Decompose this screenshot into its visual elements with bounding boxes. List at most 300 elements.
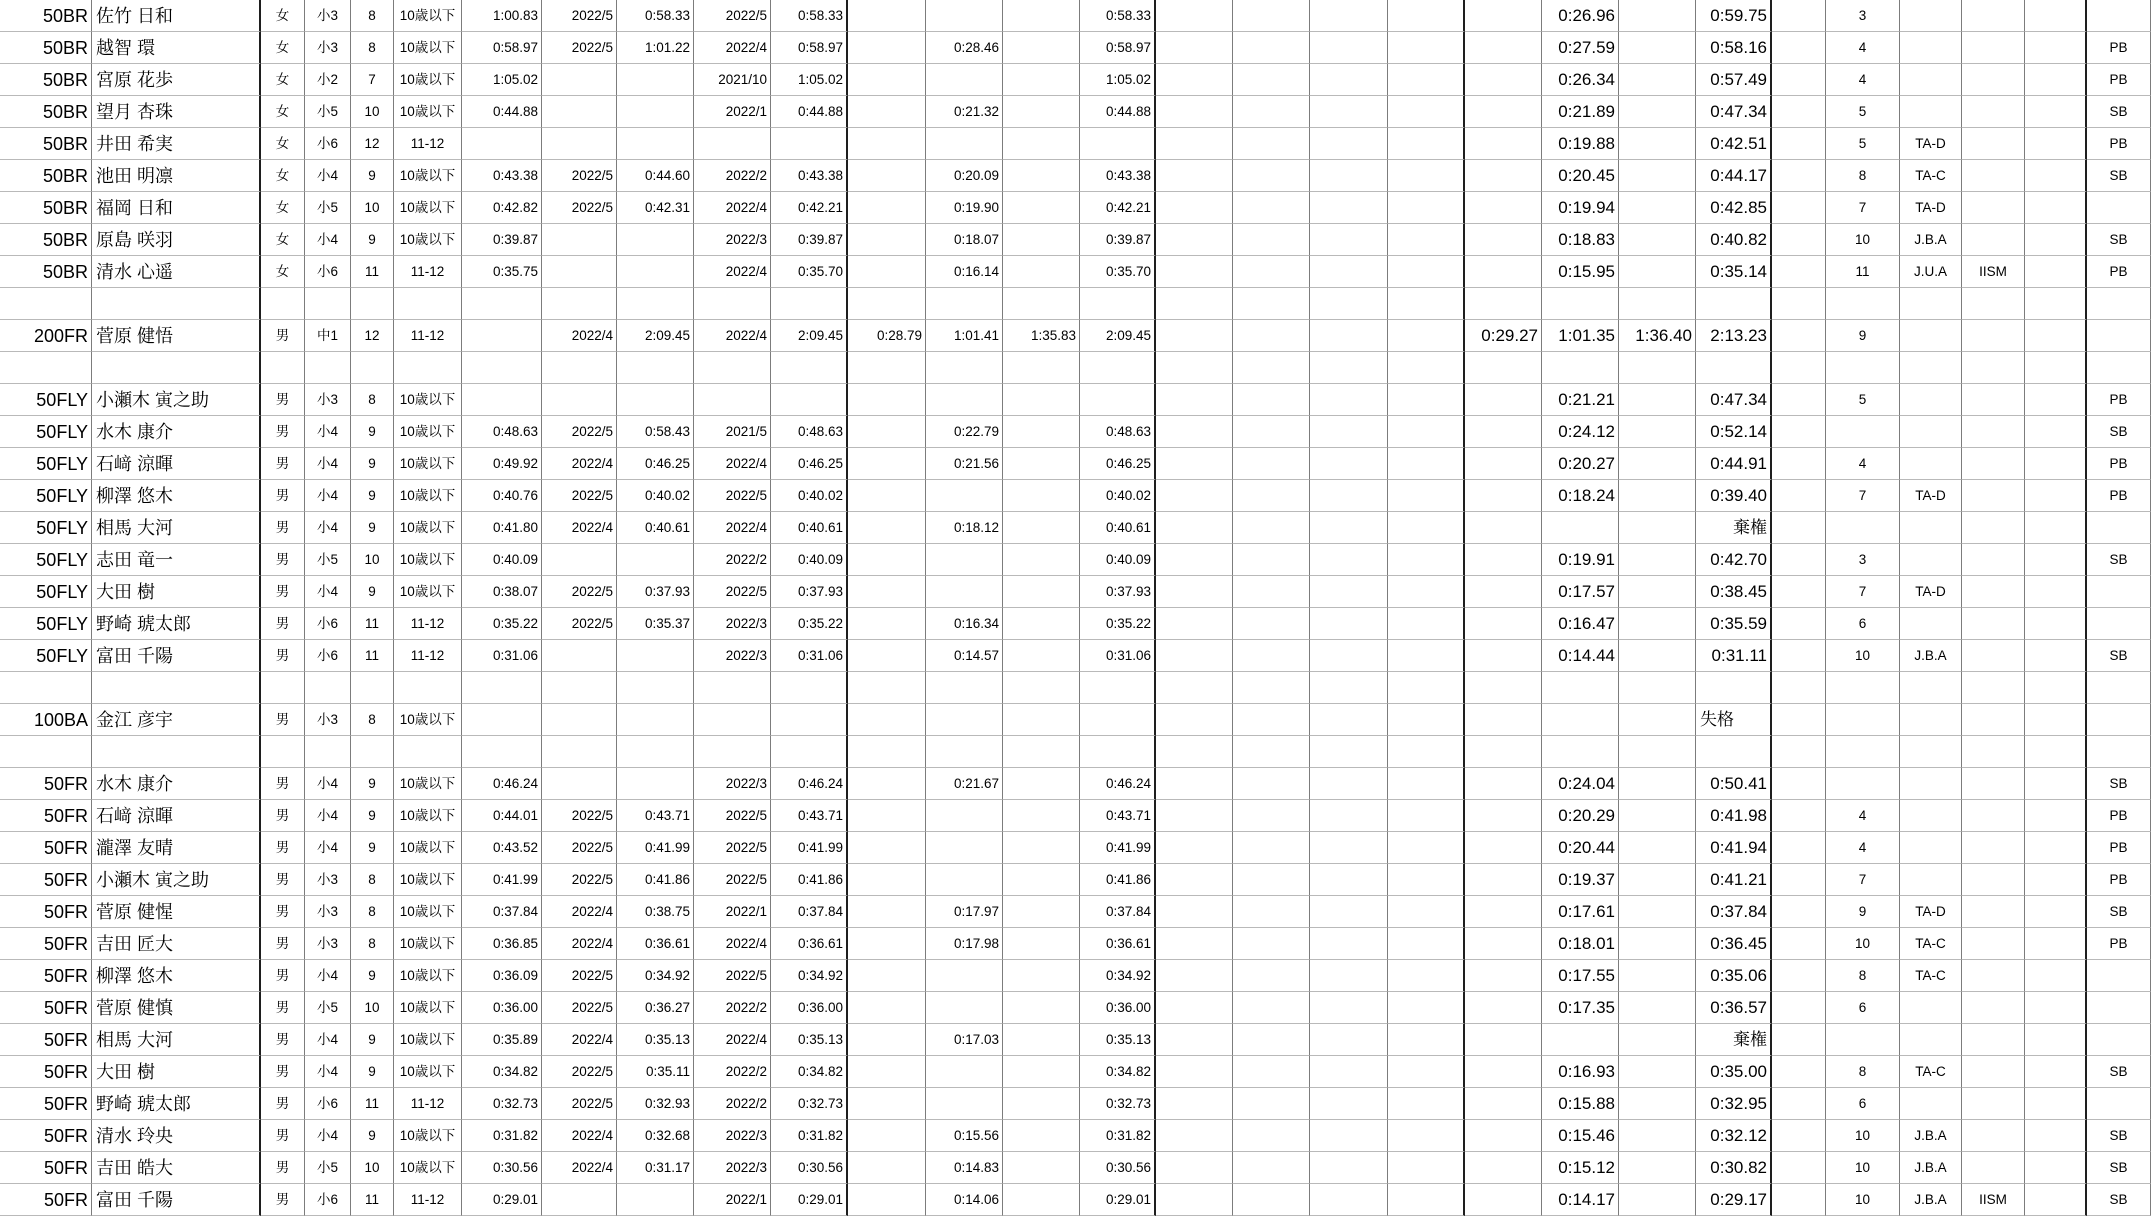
cell-grade[interactable]: 小4	[305, 480, 351, 512]
cell-empty[interactable]	[1233, 832, 1310, 864]
cell-sex[interactable]: 女	[261, 96, 305, 128]
cell-race-split-2[interactable]: 0:26.96	[1542, 0, 1619, 32]
cell-age-group[interactable]: 11-12	[394, 320, 462, 352]
cell-split-1[interactable]	[848, 224, 926, 256]
cell-split-2[interactable]: 0:16.34	[926, 608, 1003, 640]
cell-race-split-1[interactable]	[1465, 256, 1542, 288]
cell-empty[interactable]	[1310, 704, 1388, 736]
cell-standard[interactable]	[1962, 1024, 2025, 1056]
cell-best-time[interactable]: 0:39.87	[1080, 224, 1156, 256]
cell-age-group[interactable]: 10歳以下	[394, 896, 462, 928]
cell-race-split-3[interactable]	[1619, 800, 1696, 832]
cell-sex[interactable]: 男	[261, 800, 305, 832]
cell-name[interactable]: 志田 竜一	[92, 544, 261, 576]
cell-time-1[interactable]: 0:44.60	[617, 160, 694, 192]
cell-age[interactable]: 11	[351, 1184, 394, 1216]
cell-split-3[interactable]	[1003, 864, 1080, 896]
cell-race-split-3[interactable]	[1619, 1088, 1696, 1120]
cell-time-1[interactable]: 0:46.25	[617, 448, 694, 480]
cell-grade[interactable]: 小4	[305, 224, 351, 256]
cell-empty[interactable]	[1156, 64, 1233, 96]
cell-result[interactable]: 0:42.51	[1696, 128, 1772, 160]
cell-age[interactable]: 10	[351, 544, 394, 576]
cell-time-2[interactable]	[771, 704, 848, 736]
cell-empty[interactable]	[2025, 864, 2087, 896]
cell-race-split-2[interactable]: 0:21.89	[1542, 96, 1619, 128]
cell-time-2[interactable]	[771, 384, 848, 416]
cell-empty[interactable]	[1233, 1184, 1310, 1216]
cell-time-1[interactable]	[617, 256, 694, 288]
cell-entry-time[interactable]	[462, 352, 542, 384]
cell-empty[interactable]	[1388, 832, 1465, 864]
cell-level[interactable]: TA-D	[1900, 480, 1962, 512]
cell-split-1[interactable]	[848, 544, 926, 576]
cell-empty[interactable]	[1310, 480, 1388, 512]
cell-date-2[interactable]: 2022/5	[694, 832, 771, 864]
cell-empty[interactable]	[1772, 800, 1826, 832]
cell-split-2[interactable]: 0:20.09	[926, 160, 1003, 192]
cell-split-3[interactable]	[1003, 800, 1080, 832]
cell-date-1[interactable]	[542, 256, 617, 288]
cell-standard[interactable]	[1962, 32, 2025, 64]
cell-date-2[interactable]: 2022/3	[694, 640, 771, 672]
cell-grade[interactable]: 小4	[305, 800, 351, 832]
cell-age[interactable]: 9	[351, 1056, 394, 1088]
cell-grade[interactable]: 小4	[305, 1120, 351, 1152]
cell-standard[interactable]	[1962, 1056, 2025, 1088]
cell-race-split-3[interactable]	[1619, 928, 1696, 960]
cell-result[interactable]: 2:13.23	[1696, 320, 1772, 352]
cell-entry-time[interactable]: 0:37.84	[462, 896, 542, 928]
cell-sex[interactable]: 男	[261, 864, 305, 896]
cell-empty[interactable]	[1156, 1056, 1233, 1088]
cell-split-1[interactable]	[848, 672, 926, 704]
cell-mark[interactable]: PB	[2087, 64, 2151, 96]
cell-age[interactable]: 9	[351, 448, 394, 480]
cell-empty[interactable]	[1156, 832, 1233, 864]
cell-best-time[interactable]: 0:31.82	[1080, 1120, 1156, 1152]
cell-entry-time[interactable]: 0:31.82	[462, 1120, 542, 1152]
cell-sex[interactable]: 女	[261, 224, 305, 256]
cell-empty[interactable]	[1233, 480, 1310, 512]
cell-event[interactable]: 50FR	[0, 1120, 92, 1152]
cell-sex[interactable]	[261, 736, 305, 768]
cell-empty[interactable]	[1156, 672, 1233, 704]
cell-level[interactable]	[1900, 0, 1962, 32]
cell-event[interactable]: 50FLY	[0, 640, 92, 672]
cell-empty[interactable]	[1156, 480, 1233, 512]
cell-rank[interactable]: 10	[1826, 928, 1900, 960]
cell-time-1[interactable]: 0:41.86	[617, 864, 694, 896]
cell-time-2[interactable]: 0:34.82	[771, 1056, 848, 1088]
cell-empty[interactable]	[1233, 576, 1310, 608]
cell-empty[interactable]	[1156, 224, 1233, 256]
cell-time-1[interactable]	[617, 768, 694, 800]
cell-standard[interactable]	[1962, 704, 2025, 736]
cell-split-2[interactable]	[926, 384, 1003, 416]
cell-split-3[interactable]	[1003, 352, 1080, 384]
cell-time-2[interactable]: 0:41.86	[771, 864, 848, 896]
cell-split-3[interactable]	[1003, 192, 1080, 224]
cell-empty[interactable]	[1310, 1088, 1388, 1120]
cell-rank[interactable]: 8	[1826, 1056, 1900, 1088]
cell-level[interactable]	[1900, 608, 1962, 640]
cell-split-2[interactable]	[926, 64, 1003, 96]
cell-empty[interactable]	[1310, 864, 1388, 896]
cell-level[interactable]	[1900, 992, 1962, 1024]
cell-race-split-1[interactable]	[1465, 800, 1542, 832]
cell-empty[interactable]	[1156, 160, 1233, 192]
cell-split-3[interactable]	[1003, 32, 1080, 64]
cell-grade[interactable]: 小6	[305, 1184, 351, 1216]
cell-split-2[interactable]	[926, 0, 1003, 32]
cell-empty[interactable]	[1233, 384, 1310, 416]
cell-result[interactable]	[1696, 736, 1772, 768]
cell-date-2[interactable]	[694, 352, 771, 384]
cell-result[interactable]: 0:41.94	[1696, 832, 1772, 864]
cell-name[interactable]: 水木 康介	[92, 416, 261, 448]
cell-date-2[interactable]: 2022/4	[694, 448, 771, 480]
cell-level[interactable]	[1900, 320, 1962, 352]
cell-race-split-1[interactable]	[1465, 672, 1542, 704]
cell-event[interactable]: 50FR	[0, 1056, 92, 1088]
cell-split-3[interactable]	[1003, 448, 1080, 480]
cell-time-2[interactable]: 0:43.38	[771, 160, 848, 192]
cell-race-split-2[interactable]	[1542, 704, 1619, 736]
cell-level[interactable]	[1900, 864, 1962, 896]
cell-level[interactable]: TA-C	[1900, 160, 1962, 192]
cell-split-2[interactable]: 0:21.56	[926, 448, 1003, 480]
cell-standard[interactable]	[1962, 288, 2025, 320]
cell-split-1[interactable]	[848, 32, 926, 64]
cell-date-2[interactable]	[694, 704, 771, 736]
cell-split-1[interactable]	[848, 448, 926, 480]
cell-name[interactable]: 石﨑 涼暉	[92, 448, 261, 480]
cell-event[interactable]: 50FR	[0, 1184, 92, 1216]
cell-empty[interactable]	[2025, 896, 2087, 928]
cell-result[interactable]	[1696, 672, 1772, 704]
cell-rank[interactable]: 6	[1826, 992, 1900, 1024]
cell-empty[interactable]	[1156, 1120, 1233, 1152]
cell-age[interactable]: 8	[351, 928, 394, 960]
cell-rank[interactable]	[1826, 1024, 1900, 1056]
cell-race-split-3[interactable]	[1619, 544, 1696, 576]
cell-empty[interactable]	[1388, 864, 1465, 896]
cell-empty[interactable]	[1233, 192, 1310, 224]
cell-empty[interactable]	[2025, 96, 2087, 128]
cell-empty[interactable]	[2025, 128, 2087, 160]
cell-empty[interactable]	[2025, 640, 2087, 672]
cell-sex[interactable]: 男	[261, 1152, 305, 1184]
cell-race-split-2[interactable]: 0:15.12	[1542, 1152, 1619, 1184]
cell-age[interactable]	[351, 288, 394, 320]
cell-age[interactable]: 8	[351, 704, 394, 736]
cell-result[interactable]: 0:35.59	[1696, 608, 1772, 640]
cell-empty[interactable]	[1233, 0, 1310, 32]
cell-age[interactable]: 11	[351, 1088, 394, 1120]
cell-result[interactable]: 0:32.95	[1696, 1088, 1772, 1120]
cell-empty[interactable]	[1310, 32, 1388, 64]
cell-time-2[interactable]	[771, 672, 848, 704]
cell-level[interactable]	[1900, 32, 1962, 64]
cell-empty[interactable]	[1310, 768, 1388, 800]
cell-empty[interactable]	[1310, 992, 1388, 1024]
cell-empty[interactable]	[1233, 768, 1310, 800]
cell-empty[interactable]	[2025, 320, 2087, 352]
cell-empty[interactable]	[1772, 640, 1826, 672]
cell-race-split-1[interactable]	[1465, 1088, 1542, 1120]
cell-date-1[interactable]	[542, 384, 617, 416]
cell-time-1[interactable]	[617, 96, 694, 128]
cell-empty[interactable]	[1388, 384, 1465, 416]
cell-standard[interactable]	[1962, 320, 2025, 352]
cell-age[interactable]: 11	[351, 256, 394, 288]
cell-age-group[interactable]: 10歳以下	[394, 768, 462, 800]
cell-event[interactable]: 50FR	[0, 992, 92, 1024]
cell-race-split-1[interactable]	[1465, 64, 1542, 96]
cell-best-time[interactable]: 0:29.01	[1080, 1184, 1156, 1216]
cell-result[interactable]: 0:39.40	[1696, 480, 1772, 512]
cell-result[interactable]: 0:50.41	[1696, 768, 1772, 800]
cell-race-split-2[interactable]: 0:17.57	[1542, 576, 1619, 608]
cell-best-time[interactable]	[1080, 704, 1156, 736]
cell-split-1[interactable]	[848, 800, 926, 832]
cell-mark[interactable]	[2087, 576, 2151, 608]
cell-time-1[interactable]: 0:35.11	[617, 1056, 694, 1088]
cell-date-2[interactable]: 2021/5	[694, 416, 771, 448]
cell-best-time[interactable]: 0:36.00	[1080, 992, 1156, 1024]
cell-time-2[interactable]: 0:42.21	[771, 192, 848, 224]
cell-result[interactable]: 0:44.91	[1696, 448, 1772, 480]
cell-result[interactable]: 0:32.12	[1696, 1120, 1772, 1152]
cell-time-2[interactable]: 0:35.70	[771, 256, 848, 288]
cell-date-1[interactable]: 2022/4	[542, 448, 617, 480]
cell-race-split-3[interactable]	[1619, 832, 1696, 864]
cell-entry-time[interactable]: 1:05.02	[462, 64, 542, 96]
cell-split-2[interactable]	[926, 288, 1003, 320]
cell-empty[interactable]	[1156, 192, 1233, 224]
cell-empty[interactable]	[1388, 352, 1465, 384]
cell-split-3[interactable]	[1003, 288, 1080, 320]
cell-best-time[interactable]: 0:43.38	[1080, 160, 1156, 192]
cell-split-3[interactable]	[1003, 384, 1080, 416]
cell-result[interactable]: 失格	[1696, 704, 1772, 736]
cell-empty[interactable]	[1310, 224, 1388, 256]
cell-result[interactable]: 0:41.98	[1696, 800, 1772, 832]
cell-split-2[interactable]	[926, 128, 1003, 160]
cell-age-group[interactable]: 10歳以下	[394, 64, 462, 96]
cell-empty[interactable]	[1156, 992, 1233, 1024]
cell-split-2[interactable]	[926, 864, 1003, 896]
cell-entry-time[interactable]: 0:36.09	[462, 960, 542, 992]
cell-empty[interactable]	[2025, 160, 2087, 192]
cell-race-split-1[interactable]	[1465, 1024, 1542, 1056]
cell-empty[interactable]	[1233, 1152, 1310, 1184]
cell-sex[interactable]: 女	[261, 128, 305, 160]
cell-time-1[interactable]: 0:36.27	[617, 992, 694, 1024]
cell-name[interactable]: 瀧澤 友晴	[92, 832, 261, 864]
cell-level[interactable]: TA-D	[1900, 896, 1962, 928]
cell-race-split-3[interactable]	[1619, 1152, 1696, 1184]
cell-empty[interactable]	[1772, 896, 1826, 928]
cell-age-group[interactable]: 10歳以下	[394, 192, 462, 224]
cell-standard[interactable]	[1962, 416, 2025, 448]
cell-rank[interactable]: 10	[1826, 1184, 1900, 1216]
cell-name[interactable]: 富田 千陽	[92, 640, 261, 672]
cell-race-split-2[interactable]: 0:15.95	[1542, 256, 1619, 288]
cell-best-time[interactable]: 0:37.93	[1080, 576, 1156, 608]
cell-empty[interactable]	[1310, 448, 1388, 480]
cell-entry-time[interactable]: 0:29.01	[462, 1184, 542, 1216]
cell-split-1[interactable]	[848, 416, 926, 448]
cell-result[interactable]: 0:41.21	[1696, 864, 1772, 896]
cell-empty[interactable]	[1388, 768, 1465, 800]
cell-event[interactable]: 50BR	[0, 64, 92, 96]
cell-time-1[interactable]	[617, 1184, 694, 1216]
cell-standard[interactable]	[1962, 736, 2025, 768]
cell-empty[interactable]	[1310, 512, 1388, 544]
cell-rank[interactable]: 3	[1826, 0, 1900, 32]
cell-time-1[interactable]: 1:01.22	[617, 32, 694, 64]
cell-date-1[interactable]: 2022/5	[542, 960, 617, 992]
cell-mark[interactable]: SB	[2087, 896, 2151, 928]
cell-sex[interactable]: 男	[261, 448, 305, 480]
cell-race-split-3[interactable]	[1619, 640, 1696, 672]
cell-split-2[interactable]: 0:21.67	[926, 768, 1003, 800]
cell-time-2[interactable]: 0:39.87	[771, 224, 848, 256]
cell-sex[interactable]: 女	[261, 192, 305, 224]
cell-split-3[interactable]	[1003, 128, 1080, 160]
cell-time-2[interactable]: 0:29.01	[771, 1184, 848, 1216]
cell-split-2[interactable]	[926, 576, 1003, 608]
cell-name[interactable]: 菅原 健惺	[92, 896, 261, 928]
cell-split-2[interactable]: 0:21.32	[926, 96, 1003, 128]
cell-rank[interactable]	[1826, 672, 1900, 704]
cell-age-group[interactable]: 10歳以下	[394, 800, 462, 832]
cell-race-split-2[interactable]	[1542, 736, 1619, 768]
cell-entry-time[interactable]: 0:35.89	[462, 1024, 542, 1056]
cell-rank[interactable]: 8	[1826, 160, 1900, 192]
cell-race-split-1[interactable]	[1465, 160, 1542, 192]
cell-entry-time[interactable]: 1:00.83	[462, 0, 542, 32]
cell-race-split-2[interactable]	[1542, 352, 1619, 384]
cell-race-split-2[interactable]: 0:19.37	[1542, 864, 1619, 896]
cell-result[interactable]: 0:35.00	[1696, 1056, 1772, 1088]
cell-time-1[interactable]	[617, 544, 694, 576]
cell-split-3[interactable]	[1003, 224, 1080, 256]
cell-empty[interactable]	[1310, 1056, 1388, 1088]
cell-date-1[interactable]: 2022/5	[542, 864, 617, 896]
cell-race-split-1[interactable]	[1465, 32, 1542, 64]
cell-split-1[interactable]	[848, 192, 926, 224]
cell-split-3[interactable]	[1003, 928, 1080, 960]
cell-empty[interactable]	[1310, 64, 1388, 96]
cell-mark[interactable]	[2087, 672, 2151, 704]
cell-split-3[interactable]: 1:35.83	[1003, 320, 1080, 352]
cell-time-1[interactable]	[617, 384, 694, 416]
cell-race-split-2[interactable]: 0:15.46	[1542, 1120, 1619, 1152]
cell-date-2[interactable]: 2022/4	[694, 512, 771, 544]
cell-entry-time[interactable]: 0:32.73	[462, 1088, 542, 1120]
cell-date-2[interactable]: 2022/4	[694, 928, 771, 960]
cell-empty[interactable]	[1310, 352, 1388, 384]
cell-level[interactable]: TA-C	[1900, 928, 1962, 960]
cell-time-2[interactable]: 0:32.73	[771, 1088, 848, 1120]
cell-empty[interactable]	[1388, 704, 1465, 736]
cell-entry-time[interactable]: 0:36.00	[462, 992, 542, 1024]
cell-race-split-2[interactable]: 0:15.88	[1542, 1088, 1619, 1120]
cell-time-1[interactable]: 0:35.37	[617, 608, 694, 640]
cell-result[interactable]: 0:40.82	[1696, 224, 1772, 256]
cell-race-split-1[interactable]	[1465, 0, 1542, 32]
cell-standard[interactable]	[1962, 224, 2025, 256]
cell-level[interactable]	[1900, 672, 1962, 704]
cell-time-1[interactable]: 0:32.68	[617, 1120, 694, 1152]
cell-split-1[interactable]	[848, 64, 926, 96]
cell-time-2[interactable]	[771, 352, 848, 384]
cell-sex[interactable]: 男	[261, 992, 305, 1024]
cell-empty[interactable]	[1388, 992, 1465, 1024]
cell-sex[interactable]: 男	[261, 576, 305, 608]
cell-time-2[interactable]: 0:34.92	[771, 960, 848, 992]
cell-empty[interactable]	[1233, 160, 1310, 192]
cell-date-2[interactable]: 2022/4	[694, 192, 771, 224]
cell-empty[interactable]	[2025, 384, 2087, 416]
cell-age-group[interactable]: 10歳以下	[394, 224, 462, 256]
cell-empty[interactable]	[1388, 960, 1465, 992]
cell-empty[interactable]	[1772, 672, 1826, 704]
cell-split-2[interactable]	[926, 672, 1003, 704]
cell-entry-time[interactable]: 0:48.63	[462, 416, 542, 448]
cell-grade[interactable]: 小6	[305, 128, 351, 160]
cell-race-split-3[interactable]	[1619, 608, 1696, 640]
cell-race-split-2[interactable]: 0:16.93	[1542, 1056, 1619, 1088]
cell-race-split-1[interactable]	[1465, 512, 1542, 544]
cell-result[interactable]: 0:57.49	[1696, 64, 1772, 96]
cell-race-split-2[interactable]: 0:20.29	[1542, 800, 1619, 832]
cell-best-time[interactable]: 0:40.61	[1080, 512, 1156, 544]
cell-split-3[interactable]	[1003, 480, 1080, 512]
cell-race-split-1[interactable]	[1465, 544, 1542, 576]
cell-date-1[interactable]: 2022/5	[542, 416, 617, 448]
cell-age-group[interactable]: 11-12	[394, 640, 462, 672]
cell-race-split-2[interactable]: 0:20.45	[1542, 160, 1619, 192]
cell-empty[interactable]	[1156, 704, 1233, 736]
cell-empty[interactable]	[1233, 640, 1310, 672]
cell-age[interactable]: 11	[351, 608, 394, 640]
cell-date-1[interactable]: 2022/4	[542, 1120, 617, 1152]
cell-empty[interactable]	[1156, 448, 1233, 480]
cell-level[interactable]: J.U.A	[1900, 256, 1962, 288]
cell-event[interactable]: 50FLY	[0, 448, 92, 480]
cell-empty[interactable]	[1233, 416, 1310, 448]
cell-sex[interactable]: 男	[261, 608, 305, 640]
cell-level[interactable]	[1900, 544, 1962, 576]
cell-date-1[interactable]: 2022/4	[542, 928, 617, 960]
cell-empty[interactable]	[1772, 736, 1826, 768]
cell-standard[interactable]	[1962, 672, 2025, 704]
cell-entry-time[interactable]: 0:30.56	[462, 1152, 542, 1184]
cell-age[interactable]	[351, 352, 394, 384]
cell-split-2[interactable]	[926, 736, 1003, 768]
cell-age[interactable]: 9	[351, 1024, 394, 1056]
cell-best-time[interactable]: 0:35.13	[1080, 1024, 1156, 1056]
cell-split-2[interactable]	[926, 480, 1003, 512]
cell-empty[interactable]	[2025, 1088, 2087, 1120]
cell-empty[interactable]	[1156, 864, 1233, 896]
cell-empty[interactable]	[1233, 96, 1310, 128]
cell-mark[interactable]: SB	[2087, 224, 2151, 256]
